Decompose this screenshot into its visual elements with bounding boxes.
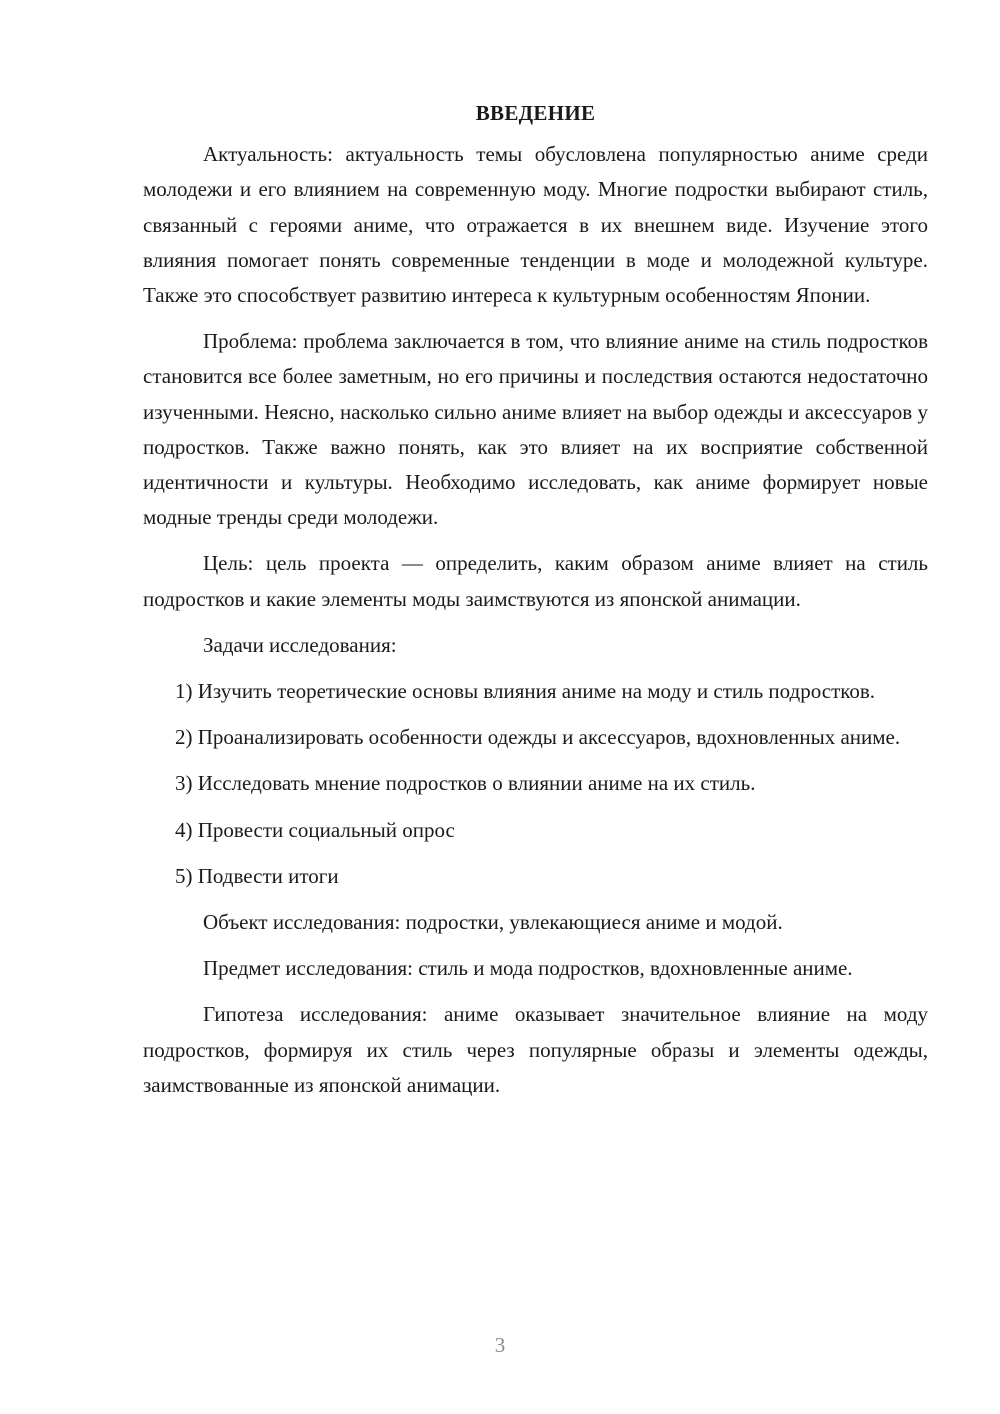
problem-paragraph: Проблема: проблема заключается в том, что влияние аниме на стиль подростков становится все более заметным, но его причины и последствия остаются недостаточно изученными. Неясно, насколько сильно аниме влияет на выбор одежды и аксессуаров у подростков. Также важно понять, как это влияет на их восприятие собственной идентичности и культуры. Необходимо исследовать, как аниме формирует новые модные тренды среди молодежи. — [143, 329, 928, 530]
goal-paragraph: Цель: цель проекта — определить, каким образом аниме влияет на стиль подростков и какие элементы моды заимствуются из японской анимации. — [143, 551, 928, 611]
tasks-heading: Задачи исследования: — [203, 632, 397, 657]
page-number: 3 — [494, 1333, 506, 1357]
task-item-5: 5) Подвести итоги — [175, 863, 339, 888]
subject-paragraph: Предмет исследования: стиль и мода подростков, вдохновленные аниме. — [203, 956, 853, 981]
object-paragraph: Объект исследования: подростки, увлекающиеся аниме и модой. — [203, 910, 783, 935]
hypothesis-paragraph: Гипотеза исследования: аниме оказывает значительное влияние на моду подростков, формируя их стиль через популярные образы и элементы одежды, заимствованные из японской анимации. — [143, 1002, 928, 1097]
relevance-paragraph: Актуальность: актуальность темы обусловлена популярностью аниме среди молодежи и его влиянием на современную моду. Многие подростки выбирают стиль, связанный с героями аниме, что отражается в их внешнем виде. Изучение этого влияния помогает понять современные тенденции в моде и молодежной культуре. Также это способствует развитию интереса к культурным особенностям Японии. — [143, 142, 928, 308]
document-page — [143, 96, 928, 1114]
task-item-3: 3) Исследовать мнение подростков о влиянии аниме на их стиль. — [175, 771, 756, 796]
task-item-4: 4) Провести социальный опрос — [175, 817, 455, 842]
section-title: ВВЕДЕНИЕ — [475, 101, 596, 125]
task-item-1: 1) Изучить теоретические основы влияния аниме на моду и стиль подростков. — [175, 679, 876, 704]
task-item-2: 2) Проанализировать особенности одежды и аксессуаров, вдохновленных аниме. — [175, 725, 901, 750]
